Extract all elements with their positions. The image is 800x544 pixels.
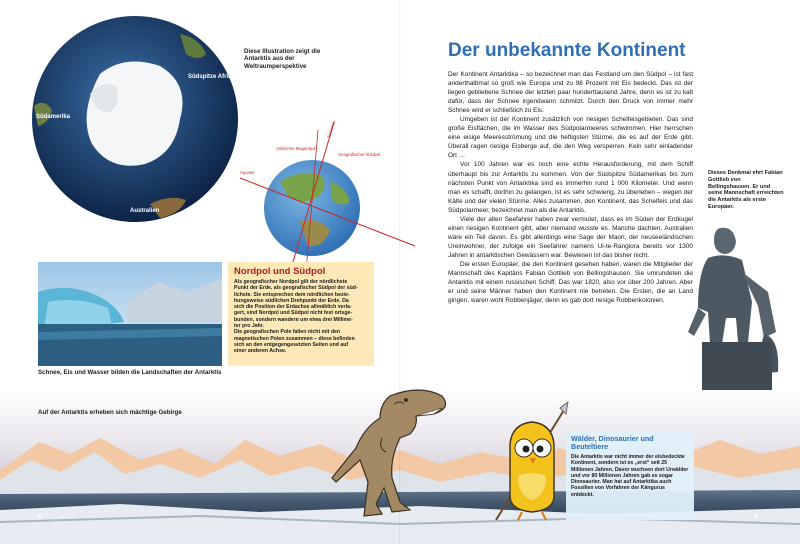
page-number-left: 6 (38, 514, 42, 521)
article-paragraph-2: Umgeben ist der Kontinent zusätzlich von riesigen Schelfeisgebieten. Das sind große Eisflächen, die im Wasser des Südpolarmeeres schwimmen. Hier herrschen eine eisige Meeresströmung und die heftigsten Stürme, die es auf der Erde gibt. Überall ragen riesige Eisberge auf, die den Weg versperren. Kein sehr einladender Ort … (448, 116, 693, 160)
bellingshausen-statue-photo (668, 222, 784, 390)
forest-dinosaur-info-box (566, 432, 694, 520)
label-geographic-north-pole: Geografischer Nordpol (338, 152, 381, 157)
page-title: Der unbekannte Kontinent (448, 40, 686, 61)
forest-box-body: Die Antarktis war nicht immer der eisbedeckte Kontinent, sondern ist es „erst“ seit 25 Millionen Jahren. Davor wuchsen dort Urwälder und vor 80 Millionen Jahren gab es sogar Dinosaurier. Man hat auf Antarktika auch Fossilien von Vorfahren der Kängurus entdeckt. (571, 454, 689, 498)
article-paragraph-4: Viele der alten Seefahrer haben zwar vermutet, dass es im Süden der Erdkugel einen riesigen Kontinent gibt, aber niemand wusste es. Manche dachten, Australien wäre ein Teil davon. Es gibt allerdings eine Sage der Maori, der neuseeländischen Ureinwohner, der zufolge ein Seefahrer namens Ui-te-Rangiora bereits vor 1300 Jahren in antarktischen Gewässern war. Bewiesen ist das bisher nicht. (448, 215, 693, 259)
antarctica-globe-illustration (30, 14, 240, 224)
page-number-right: 7 (754, 514, 758, 521)
label-south-america: Südamerika (36, 114, 71, 120)
owl-mascot-illustration (488, 400, 578, 528)
label-earth-axis: Erdachse (326, 119, 337, 139)
pole-box-title: Nordpol und Südpol (234, 266, 326, 277)
label-australia: Australien (130, 208, 160, 214)
globe-caption: Diese Illustration zeigt die Antarktis aus der Weltraumperspektive (244, 48, 321, 70)
mountain-caption: Auf der Antarktis erheben sich mächtige Gebirge (38, 409, 182, 416)
main-article-text (448, 70, 693, 305)
statue-caption: Dieses Denkmal ehrt Fabian Gottlieb von Bellingshausen. Er und seine Mannschaft erreichten die Antarktis als erste Europäer. (708, 170, 784, 210)
pole-box-body: Als geografischer Nordpol gilt der nördlichste Punkt der Erde, als geografischer Südpol der süd- lichste. Sie entsprechen dem nördlichen bezie- hungsweise südlichen Drehpunkt der Erde. Da sich die Position der Erdachse allmählich verla- gert, sind Nordpol und Südpol nicht fest ortsge- bunden, sondern wandern um etwa drei Millime- ter pro Jahr. Die geografischen Pole fallen nicht mit den magnetischen Polen zusammen – diese befinden sich an den entgegengesetzten Seiten und auf einer anderen Achse. (234, 279, 358, 355)
label-africa: Südspitze Afrikas (188, 74, 239, 80)
article-paragraph-1: Der Kontinent Antarktika – so bezeichnet man das Festland um den Südpol – ist fast anderthalbmal so groß wie Europa und zu 98 Prozent mit Eis bedeckt. Das ist der liegen gebliebene Schnee der letzten paar hunderttausend Jahre, denn es ist zu kalt dafür, dass der Schnee irgendwann schmilzt. Durch den Druck von immer mehr Schnee wird er schließlich zu Eis. (448, 71, 693, 115)
pole-info-box (228, 262, 374, 366)
ice-landscape-photo (38, 262, 222, 366)
article-paragraph-5: Die ersten Europäer, die den Kontinent gesehen haben, waren die Mitglieder der Mannschaft des Kapitäns Fabian Gottlieb von Bellingshausen. Sie umrundeten die Antarktis mit einem russischen Schiff. Das war 1820, also vor über 200 Jahren. Aber er und seine Männer haben den Kontinent nie betreten. Die Ersten, die an Land gingen, waren wohl Robbenjäger, denn es gab dort riesige Robbenkolonien. (448, 260, 693, 305)
label-equator: Äquator (240, 170, 255, 175)
label-arctic-magnetic-pole: Arktischer Magnetpol (276, 146, 316, 151)
article-paragraph-3: Vor 100 Jahren war es noch eine echte Herausforderung, mit dem Schiff überhaupt bis zur Antarktis zu kommen. Von der Südspitze Südamerikas bis zum nächsten Punkt von Antarktika sind es immerhin rund 1 000 Kilometer. Und wenn man es schafft, dorthin zu gelangen, ist es sehr schwierig, zu überleben – wegen der Kälte und der vielen Stürme. Alles zusammen, den Kontinent, das Schelfeis und das Südpolarmeer, bezeichnet man als die Antarktis. (448, 161, 693, 214)
earth-axis-diagram (240, 112, 420, 272)
ice-photo-caption: Schnee, Eis und Wasser bilden die Landschaften der Antarktis (38, 369, 222, 376)
forest-box-title: Wälder, Dinosaurier und Beuteltiere (571, 434, 654, 451)
